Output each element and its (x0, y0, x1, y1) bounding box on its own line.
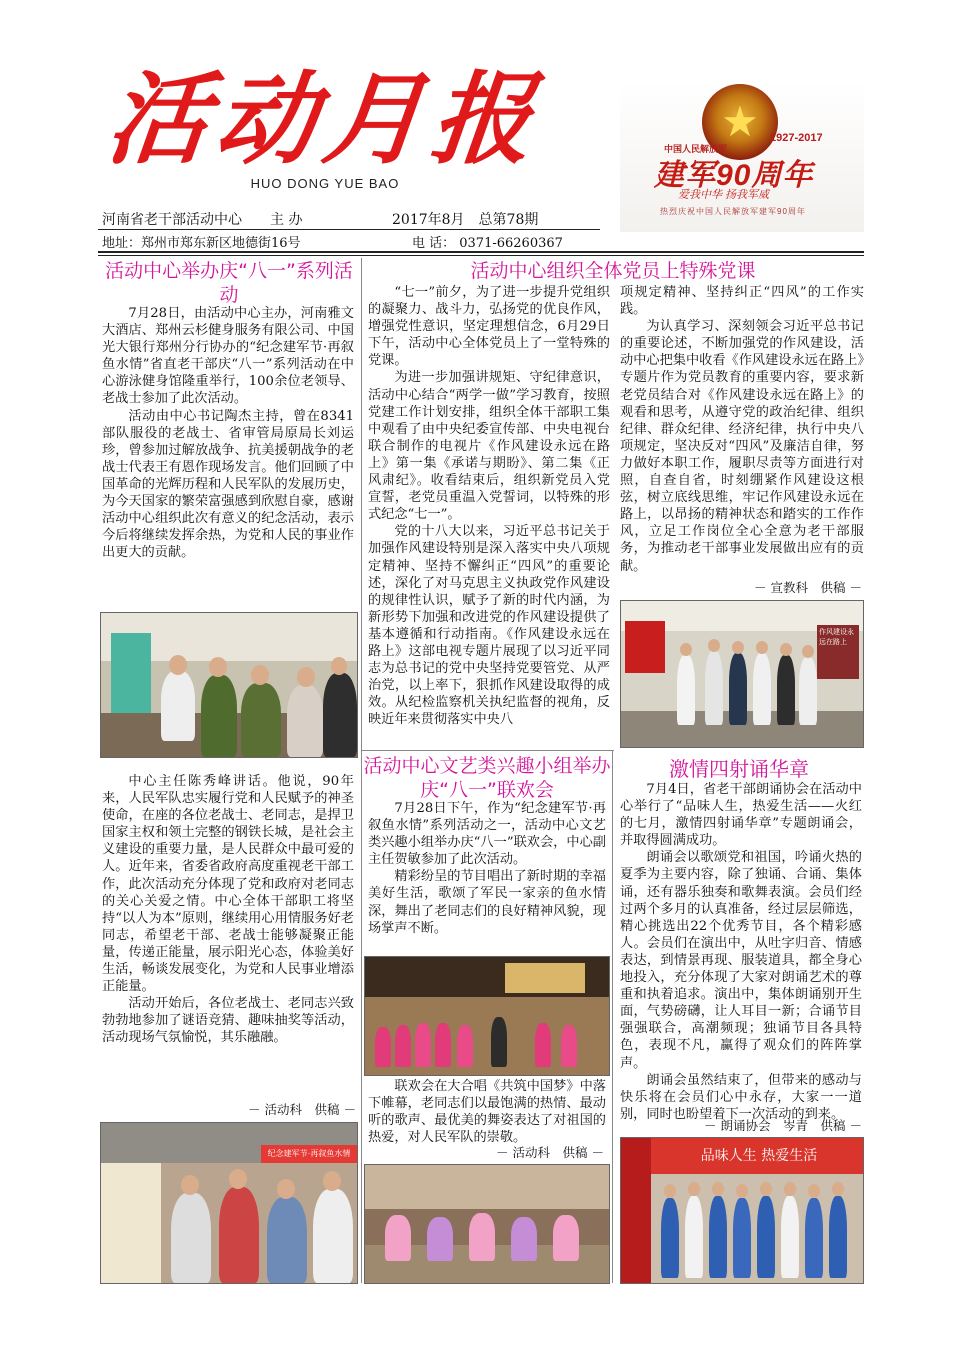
article1-body-top (102, 305, 354, 561)
article2-headline: 活动中心组织全体党员上特殊党课 (470, 260, 756, 282)
article3-body-bottom (368, 1078, 606, 1146)
article1-credit: － 活动科 供稿 － (248, 1102, 356, 1117)
choir-stage-photo (364, 956, 610, 1076)
dance-performance-photo (364, 1164, 610, 1284)
banner-years: 1927-2017 (770, 132, 823, 144)
article1-para: 7月28日，由活动中心主办，河南雅文大酒店、郑州云杉健身服务有限公司、中国光大银行郑州分行协办的“纪念建军节·再叙鱼水情”省直老干部庆“八一”系列活动在中心游泳健身馆隆重举行，100余位老领导、老战士参加了此次活动。 (102, 306, 354, 407)
article3-para: 精彩纷呈的节目唱出了新时期的幸福美好生活，歌颂了军民一家亲的鱼水情深，舞出了老同志们的良好精神风貌，现场掌声不断。 (368, 869, 606, 936)
article2-para: 为进一步加强讲规矩、守纪律意识，活动中心结合“两学一做”学习教育，按照党建工作计划安排，组织全体干部职工集中观看了由中央纪委宣传部、中央电视台联合制作的电视片《作风建设永远在路上》第一集《承诺与期盼》、第二集《正风肃纪》。收看结束后，组织新党员入党宣誓，老党员重温入党誓词，以特殊的形式纪念“七一”。 (368, 370, 610, 523)
article2-col2 (620, 284, 864, 575)
article2-para: 为认真学习、深刻领会习近平总书记的重要论述，不断加强党的作风建设，活动中心把集中收看《作风建设永远在路上》专题片作为党员教育的重要内容，要求新老党员结合对《作风建设永远在路上》的观看和思考，从遵守党的政治纪律、组织纪律、群众纪律、经济纪律，执行中央八项规定，坚决反对“四风”及廉洁自律，努力做好本职工作，履职尽责等方面进行对照，自查自省，时刻绷紧作风建设这根弦，树立底线思维，牢记作风建设永远在路上，以昂扬的精神状态和踏实的工作作风，立足工作岗位全心全意为老干部服务，为推动老干部事业发展做出应有的贡献。 (620, 319, 864, 574)
article3-para: 7月28日下午，作为“纪念建军节·再叙鱼水情”系列活动之一，活动中心文艺类兴趣小组举办庆“八一”联欢会，中心副主任贺敏参加了此次活动。 (368, 801, 606, 868)
article2-col1 (368, 284, 610, 728)
party-class-sign: 作风建设永远在路上 (817, 625, 859, 679)
army-emblem-icon: ★ (702, 84, 778, 160)
army-90th-banner (620, 80, 864, 232)
recital-group-photo (620, 1137, 864, 1284)
article1-para: 活动由中心书记陶杰主持，曾在8341部队服役的老战士、省审管局原局长刘运珍，曾参加过解放战争、抗美援朝战争的老战士代表王有恩作现场发言。他们回顾了中国革命的光辉历程和人民军队的发展历史，为今天国家的繁荣富强感到欣慰自豪，感谢活动中心组织此次有意义的纪念活动，表示今后将继续发挥余热，为党和人民的事业作出更大的贡献。 (102, 408, 354, 561)
publisher-line: 河南省老干部活动中心 主 办 (102, 212, 303, 228)
party-oath-photo (620, 600, 864, 748)
article2-para: 项规定精神、坚持纠正“四风”的工作实践。 (620, 285, 864, 318)
article1-body-bottom (102, 773, 354, 1047)
phone-line: 电 话： 0371-66260367 (412, 236, 563, 251)
article4-para: 7月4日，省老干部朗诵协会在活动中心举行了“品味人生，热爱生活——火红的七月，激情四射诵华章”专题朗诵会，并取得圆满成功。 (620, 782, 862, 849)
header-divider (98, 229, 600, 230)
article2-para: 党的十八大以来，习近平总书记关于加强作风建设特别是深入落实中央八项规定精神、坚持不懈纠正“四风”的重要论述，深化了对马克思主义执政党作风建设的规律性认识，赋予了新的时代内涵，为新形势下加强和改进党的作风建设提供了基本遵循和行动指南。《作风建设永远在路上》这部电视专题片展现了以习近平同志为总书记的党中央坚持党要管党、从严治党，以上率下，狠抓作风建设取得的成效。从纪检监察机关执纪监督的视角，反映近年来贯彻落实中央八 (368, 524, 610, 728)
masthead-rule (98, 251, 864, 253)
banner-footer: 热烈庆祝中国人民解放军建军90周年 (660, 207, 806, 216)
banner-title: 建军90周年 (654, 159, 814, 192)
masthead-pinyin: HUO DONG YUE BAO (250, 176, 400, 191)
hall-banner: 纪念建军节·再叙鱼水情 (261, 1145, 357, 1163)
article4-credit: － 朗诵协会 岑青 供稿 － (704, 1118, 862, 1133)
article3-credit: － 活动科 供稿 － (496, 1145, 604, 1160)
section-divider-mid (362, 750, 614, 751)
article4-headline: 激情四射诵华章 (669, 757, 809, 781)
address-line: 地址：郑州市郑东新区地德街16号 (102, 236, 301, 251)
article1-para: 中心主任陈秀峰讲话。他说，90年来，人民军队忠实履行党和人民赋予的神圣使命，在座的各位老战士、老同志，是捍卫国家主权和领土完整的钢铁长城，是社会主义建设的重要力量，是人民群众中最可爱的人。近年来，省委省政府高度重视老干部工作，此次活动充分体现了党和政府对老同志的关心关爱之情。中心全体干部职工将坚持“以人为本”原则，继续用心用情服务好老同志，希望老干部、老战士能够凝聚正能量，传递正能量，展示阳光心态，体验美好生活，畅谈发展变化，为党和人民事业增添正能量。 (102, 774, 354, 995)
article3-body-top (368, 800, 606, 937)
column-divider-right (612, 750, 613, 1283)
banner-slogan: 爱我中华 扬我军威 (678, 189, 770, 201)
article3-para: 联欢会在大合唱《共筑中国梦》中落下帷幕，老同志们以最饱满的热情、最动听的歌声、最优美的舞姿表达了对祖国的热爱，对人民军队的崇敬。 (368, 1079, 606, 1146)
recital-banner: 品味人生 热爱生活 (700, 1148, 818, 1164)
issue-line: 2017年8月 总第78期 (392, 212, 539, 228)
article1-para: 活动开始后，各位老战士、老同志兴致勃勃地参加了谜语竞猜、趣味抽奖等活动，活动现场气氛愉悦，其乐融融。 (102, 996, 354, 1046)
article2-para: “七一”前夕，为了进一步提升党组织的凝聚力、战斗力，弘扬党的优良作风，增强党性意识，坚定理想信念，6月29日下午，活动中心全体党员上了一堂特殊的党课。 (368, 285, 610, 369)
article4-para: 朗诵会以歌颂党和祖国，吟诵火热的夏季为主要内容，除了独诵、合诵、集体诵，还有器乐独奏和歌舞表演。会员们经过两个多月的认真准备，经过层层筛选，精心挑选出22个优秀节目，各个精彩感人。会员们在演出中，从吐字归音、情感表达，到情景再现、服装道具，都全身心地投入，充分体现了大家对朗诵艺术的尊重和执着追求。演出中，集体朗诵别开生面，气势磅礴，让人耳目一新；合诵节目强强联合，高潮频现；独诵节目各具特色，表现不凡，赢得了观众们的阵阵掌声。 (620, 850, 862, 1071)
activity-hall-photo (100, 1122, 358, 1284)
article4-body (620, 781, 862, 1123)
article4-para: 朗诵会虽然结束了，但带来的感动与快乐将在会员们心中永存，大家一一道别，同时也盼望着下一次活动的到来。 (620, 1072, 862, 1122)
article2-credit: － 宣教科 供稿 － (754, 580, 862, 595)
masthead-title: 活动月报 (101, 60, 547, 178)
veterans-audience-photo (100, 612, 358, 758)
article1-headline: 活动中心举办庆“八一”系列活动 (105, 260, 353, 306)
banner-army-text: 中国人民解放军 (664, 144, 728, 154)
masthead-rule-thin (98, 255, 864, 256)
article3-headline: 活动中心文艺类兴趣小组举办庆“八一”联欢会 (363, 755, 611, 801)
